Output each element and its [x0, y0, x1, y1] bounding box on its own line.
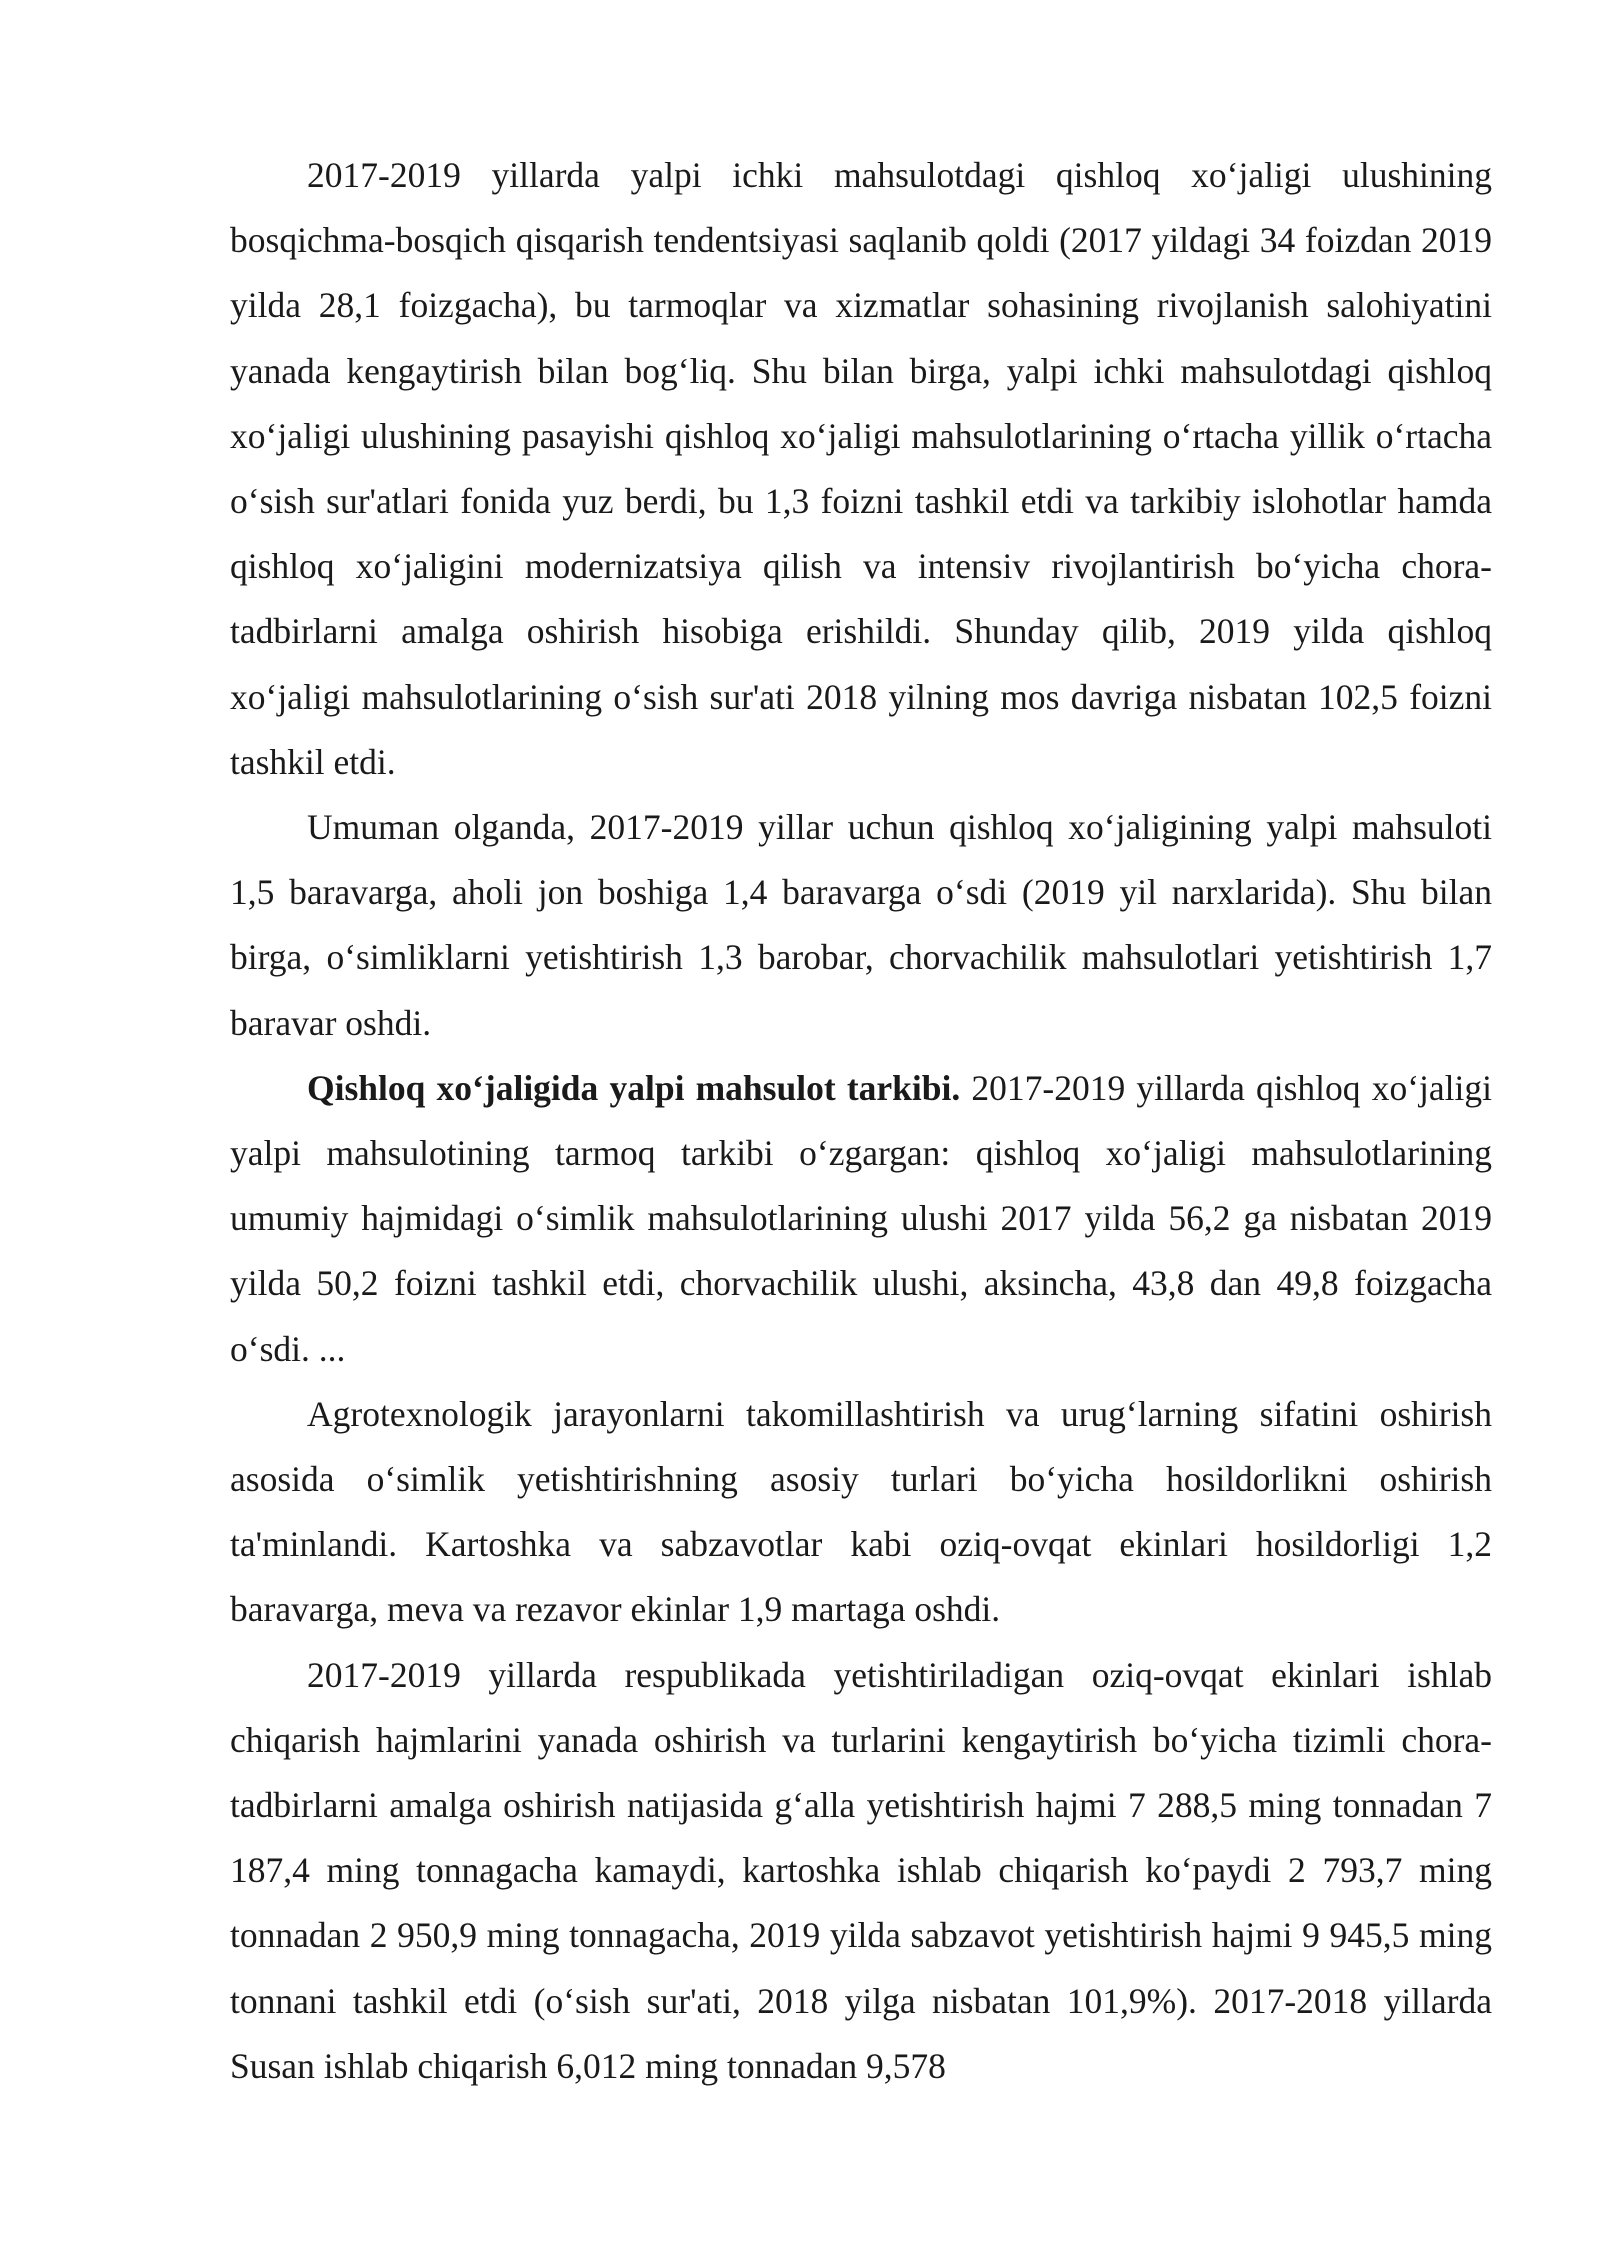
paragraph-3-text: 2017-2019 yillarda qishloq xo‘jaligi yalpi mahsulotining tarmoq tarkibi o‘zgargan: qishloq xo‘jaligi mahsulotlarining umumiy hajmidagi o‘simlik mahsulotlarining ulushi 2017 yilda 56,2 ga nisbatan 2019 yilda 50,2 foizni tashkil etdi, chorvachilik ulushi, aksincha, 43,8 dan 49,8 foizgacha o‘sdi. ... [230, 1067, 1492, 1369]
paragraph-4-text: Agrotexnologik jarayonlarni takomillashtirish va urug‘larning sifatini oshirish asosida o‘simlik yetishtirishning asosiy turlari bo‘yicha hosildorlikni oshirish ta'minlandi. Kartoshka va sabzavotlar kabi oziq-ovqat ekinlari hosildorligi 1,2 baravarga, meva va rezavor ekinlar 1,9 martaga oshdi. [230, 1393, 1492, 1630]
document-body [230, 143, 1492, 2099]
paragraph-2-text: Umuman olganda, 2017-2019 yillar uchun qishloq xo‘jaligining yalpi mahsuloti 1,5 baravarga, aholi jon boshiga 1,4 baravarga o‘sdi (2019 yil narxlarida). Shu bilan birga, o‘simliklarni yetishtirish 1,3 barobar, chorvachilik mahsulotlari yetishtirish 1,7 baravar oshdi. [230, 807, 1492, 1043]
paragraph-3 [230, 1056, 1492, 1382]
paragraph-5 [230, 1643, 1492, 2099]
section-heading: Qishloq xo‘jaligida yalpi mahsulot tarkibi. [307, 1067, 961, 1108]
paragraph-5-text: 2017-2019 yillarda respublikada yetishtiriladigan oziq-ovqat ekinlari ishlab chiqarish hajmlarini yanada oshirish va turlarini kengaytirish bo‘yicha tizimli chora-tadbirlarni amalga oshirish natijasida g‘alla yetishtirish hajmi 7 288,5 ming tonnadan 7 187,4 ming tonnagacha kamaydi, kartoshka ishlab chiqarish ko‘paydi 2 793,7 ming tonnadan 2 950,9 ming tonnagacha, 2019 yilda sabzavot yetishtirish hajmi 9 945,5 ming tonnani tashkil etdi (o‘sish sur'ati, 2018 yilga nisbatan 101,9%). 2017-2018 yillarda Susan ishlab chiqarish 6,012 ming tonnadan 9,578 [230, 1654, 1492, 2086]
paragraph-1-text: 2017-2019 yillarda yalpi ichki mahsulotdagi qishloq xo‘jaligi ulushining bosqichma-bosqich qisqarish tendentsiyasi saqlanib qoldi (2017 yildagi 34 foizdan 2019 yilda 28,1 foizgacha), bu tarmoqlar va xizmatlar sohasining rivojlanish salohiyatini yanada kengaytirish bilan bog‘liq. Shu bilan birga, yalpi ichki mahsulotdagi qishloq xo‘jaligi ulushining pasayishi qishloq xo‘jaligi mahsulotlarining o‘rtacha yillik o‘rtacha o‘sish sur'atlari fonida yuz berdi, bu 1,3 foizni tashkil etdi va tarkibiy islohotlar hamda qishloq xo‘jaligini modernizatsiya qilish va intensiv rivojlantirish bo‘yicha chora-tadbirlarni amalga oshirish hisobiga erishildi. Shunday qilib, 2019 yilda qishloq xo‘jaligi mahsulotlarining o‘sish sur'ati 2018 yilning mos davriga nisbatan 102,5 foizni tashkil etdi. [230, 155, 1492, 782]
paragraph-1 [230, 143, 1492, 795]
paragraph-2 [230, 795, 1492, 1056]
paragraph-4 [230, 1382, 1492, 1643]
